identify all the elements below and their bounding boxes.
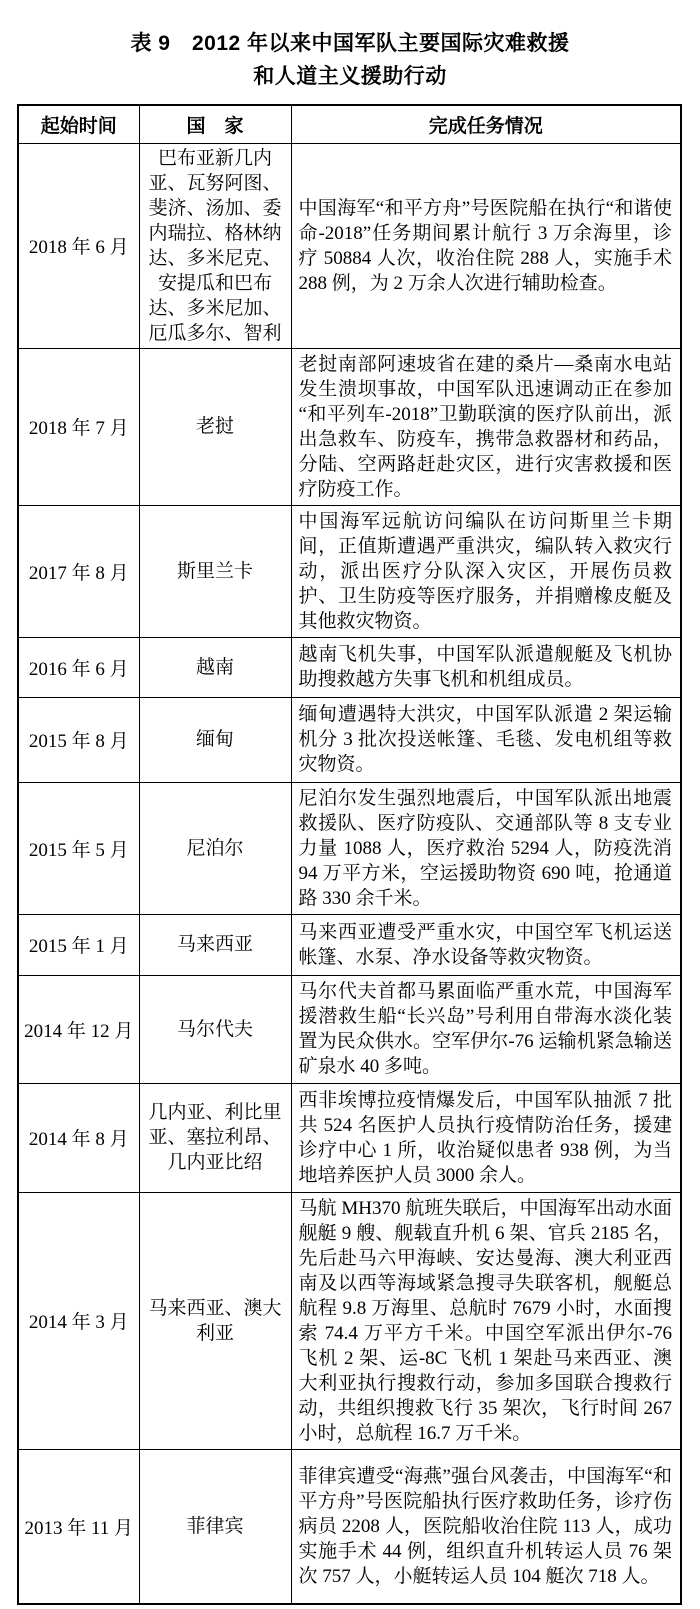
cell-task-status: 中国海军远航访问编队在访问斯里兰卡期间，正值斯遭遇严重洪灾，编队转入救灾行动，派出医疗分队深入灾区，开展伤员救护、卫生防疫等医疗服务，并捐赠橡皮艇及其他救灾物资。 [291, 505, 681, 637]
col-header-country: 国 家 [139, 105, 291, 143]
cell-start-time: 2016 年 6 月 [18, 637, 139, 697]
cell-task-status: 老挝南部阿速坡省在建的桑片—桑南水电站发生溃坝事故，中国军队迅速调动正在参加“和平列车-2018”卫勤联演的医疗队前出，派出急救车、防疫车，携带急救器材和药品，分陆、空两路赶赴灾区，进行灾害救援和医疗防疫工作。 [291, 348, 681, 505]
cell-country: 菲律宾 [139, 1449, 291, 1604]
cell-start-time: 2015 年 1 月 [18, 914, 139, 975]
cell-country: 斯里兰卡 [139, 505, 291, 637]
col-header-start-time: 起始时间 [18, 105, 139, 143]
cell-country: 老挝 [139, 348, 291, 505]
cell-country: 马来西亚 [139, 914, 291, 975]
cell-task-status: 中国海军“和平方舟”号医院船在执行“和谐使命-2018”任务期间累计航行 3 万余海里，诊疗 50884 人次，收治住院 288 人，实施手术 288 例，为 2 万余人次进行辅助检查。 [291, 143, 681, 348]
cell-country: 尼泊尔 [139, 782, 291, 914]
table-row [18, 975, 681, 1083]
cell-task-status: 尼泊尔发生强烈地震后，中国军队派出地震救援队、医疗防疫队、交通部队等 8 支专业力量 1088 人，医疗救治 5294 人，防疫洗消 94 万平方米，空运援助物资 690 吨，抢通道路 330 余千米。 [291, 782, 681, 914]
table-caption [0, 27, 700, 93]
cell-country: 巴布亚新几内亚、瓦努阿图、斐济、汤加、委内瑞拉、格林纳达、多米尼克、安提瓜和巴布达、多米尼加、厄瓜多尔、智利 [139, 143, 291, 348]
table-caption-line2: 和人道主义援助行动 [253, 65, 447, 88]
cell-start-time: 2014 年 8 月 [18, 1083, 139, 1192]
cell-country: 缅甸 [139, 697, 291, 782]
header-row [18, 105, 681, 143]
table-caption-line1: 表 9 2012 年以来中国军队主要国际灾难救援 [130, 32, 570, 55]
cell-country: 马来西亚、澳大利亚 [139, 1192, 291, 1449]
table-row [18, 143, 681, 348]
cell-task-status: 马来西亚遭受严重水灾，中国空军飞机运送帐篷、水泵、净水设备等救灾物资。 [291, 914, 681, 975]
cell-task-status: 马航 MH370 航班失联后，中国海军出动水面舰艇 9 艘、舰载直升机 6 架、官兵 2185 名，先后赴马六甲海峡、安达曼海、澳大利亚西南及以西等海域紧急搜寻失联客机，舰艇总航程 9.8 万海里、总航时 7679 小时，水面搜索 74.4 万平方千米。中国空军派出伊尔-76 飞机 2 架、运-8C 飞机 1 架赴马来西亚、澳大利亚执行搜救行动，参加多国联合搜救行动，共组织搜救飞行 35 架次，飞行时间 267 小时，总航程 16.7 万千米。 [291, 1192, 681, 1449]
cell-task-status: 越南飞机失事，中国军队派遣舰艇及飞机协助搜救越方失事飞机和机组成员。 [291, 637, 681, 697]
table-row [18, 1083, 681, 1192]
cell-start-time: 2015 年 5 月 [18, 782, 139, 914]
cell-task-status: 西非埃博拉疫情爆发后，中国军队抽派 7 批共 524 名医护人员执行疫情防治任务，援建诊疗中心 1 所，收治疑似患者 938 例，为当地培养医护人员 3000 余人。 [291, 1083, 681, 1192]
cell-start-time: 2018 年 7 月 [18, 348, 139, 505]
cell-country: 越南 [139, 637, 291, 697]
cell-task-status: 缅甸遭遇特大洪灾，中国军队派遣 2 架运输机分 3 批次投送帐篷、毛毯、发电机组等救灾物资。 [291, 697, 681, 782]
cell-start-time: 2018 年 6 月 [18, 143, 139, 348]
table-row [18, 914, 681, 975]
cell-start-time: 2017 年 8 月 [18, 505, 139, 637]
table-row [18, 697, 681, 782]
cell-start-time: 2014 年 12 月 [18, 975, 139, 1083]
table-row [18, 348, 681, 505]
cell-start-time: 2015 年 8 月 [18, 697, 139, 782]
table-row [18, 637, 681, 697]
table-row [18, 1192, 681, 1449]
table-row [18, 782, 681, 914]
table-row [18, 505, 681, 637]
cell-task-status: 菲律宾遭受“海燕”强台风袭击，中国海军“和平方舟”号医院船执行医疗救助任务，诊疗伤病员 2208 人，医院船收治住院 113 人，成功实施手术 44 例，组织直升机转运人员 76 架次 757 人，小艇转运人员 104 艇次 718 人。 [291, 1449, 681, 1604]
col-header-task-status: 完成任务情况 [291, 105, 681, 143]
relief-operations-table [17, 104, 682, 1605]
cell-country: 几内亚、利比里亚、塞拉利昂、几内亚比绍 [139, 1083, 291, 1192]
cell-country: 马尔代夫 [139, 975, 291, 1083]
cell-start-time: 2014 年 3 月 [18, 1192, 139, 1449]
cell-task-status: 马尔代夫首都马累面临严重水荒，中国海军援潜救生船“长兴岛”号利用自带海水淡化装置为民众供水。空军伊尔-76 运输机紧急输送矿泉水 40 多吨。 [291, 975, 681, 1083]
table-row [18, 1449, 681, 1604]
cell-start-time: 2013 年 11 月 [18, 1449, 139, 1604]
